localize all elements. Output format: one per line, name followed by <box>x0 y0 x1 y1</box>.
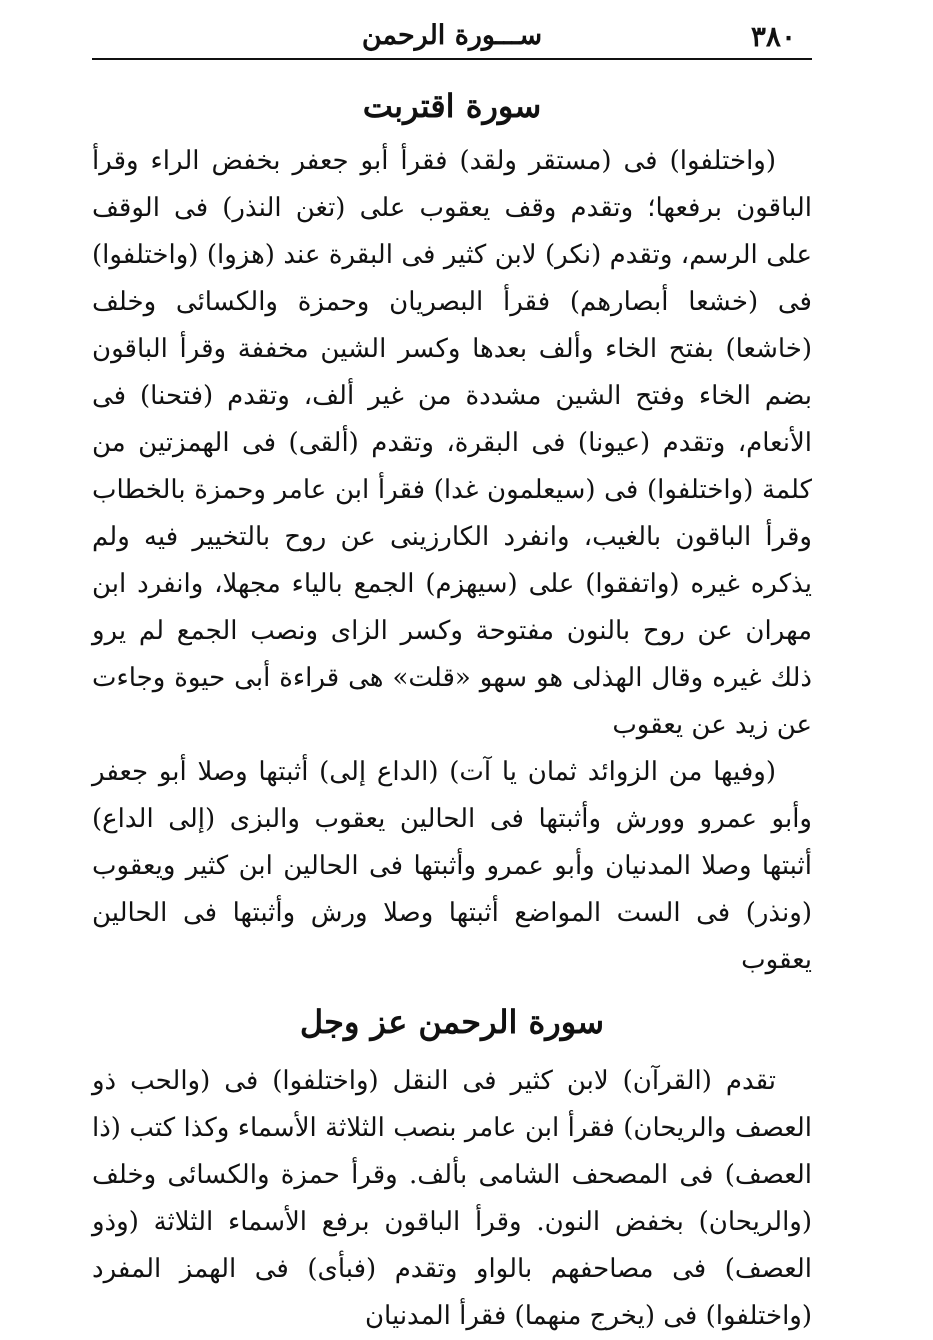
paragraph-iqtarabat-additions: (وفيها من الزوائد ثمان يا آت) (الداع إلى) أثبتها وصلا أبو جعفر وأبو عمرو وورش وأثبتها فى الحالين يعقوب والبزى (إلى الداع) أثبتها وصلا المدنيان وأبو عمرو وأثبتها فى الحالين ابن كثير ويعقوب (ونذر) فى الست المواضع أثبتها وصلا ورش وأثبتها فى الحالين يعقوب <box>92 757 812 975</box>
section-title-rahman: سورة الرحمن عز وجل <box>299 1003 605 1041</box>
running-header <box>92 18 812 60</box>
section-title-iqtarabat: سورة اقتربت <box>362 87 542 125</box>
running-title: ســـورة الرحمن <box>361 20 543 51</box>
paragraph-rahman-readings: تقدم (القرآن) لابن كثير فى النقل (واختلفوا) فى (والحب ذو العصف والريحان) فقرأ ابن عامر بنصب الثلاثة الأسماء وكذا كتب (ذا العصف) فى المصحف الشامى بألف. وقرأ حمزة والكسائى وخلف (والريحان) بخفض النون. وقرأ الباقون برفع الأسماء الثلاثة (وذو العصف) فى مصاحفهم بالواو وتقدم (فبأى) فى الهمز المفرد (واختلفوا) فى (يخرج منهما) فقرأ المدنيان <box>92 1066 812 1331</box>
book-page <box>92 18 812 1340</box>
paragraph-iqtarabat-readings: (واختلفوا) فى (مستقر ولقد) فقرأ أبو جعفر بخفض الراء وقرأ الباقون برفعها؛ وتقدم وقف يعقوب على (تغن النذر) فى الوقف على الرسم، وتقدم (نكر) لابن كثير فى البقرة عند (هزوا) (واختلفوا) فى (خشعا أبصارهم) فقرأ البصريان وحمزة والكسائى وخلف (خاشعا) بفتح الخاء وألف بعدها وكسر الشين مخففة وقرأ الباقون بضم الخاء وفتح الشين مشددة من غير ألف، وتقدم (فتحنا) فى الأنعام، وتقدم (عيونا) فى البقرة، وتقدم (ألقى) فى الهمزتين من كلمة (واختلفوا) فى (سيعلمون غدا) فقرأ ابن عامر وحمزة بالخطاب وقرأ الباقون بالغيب، وانفرد الكارزينى عن روح بالتخيير فيه ولم يذكره غيره (واتفقوا) على (سيهزم) الجمع بالياء مجهلا، وانفرد ابن مهران عن روح بالنون مفتوحة وكسر الزاى ونصب الجمع لم يرو ذلك غيره وقال الهذلى هو سهو «قلت» هى قراءة أبى حيوة وجاءت عن زيد عن يعقوب <box>92 146 812 740</box>
page-number: ٣٨٠ <box>750 20 796 53</box>
